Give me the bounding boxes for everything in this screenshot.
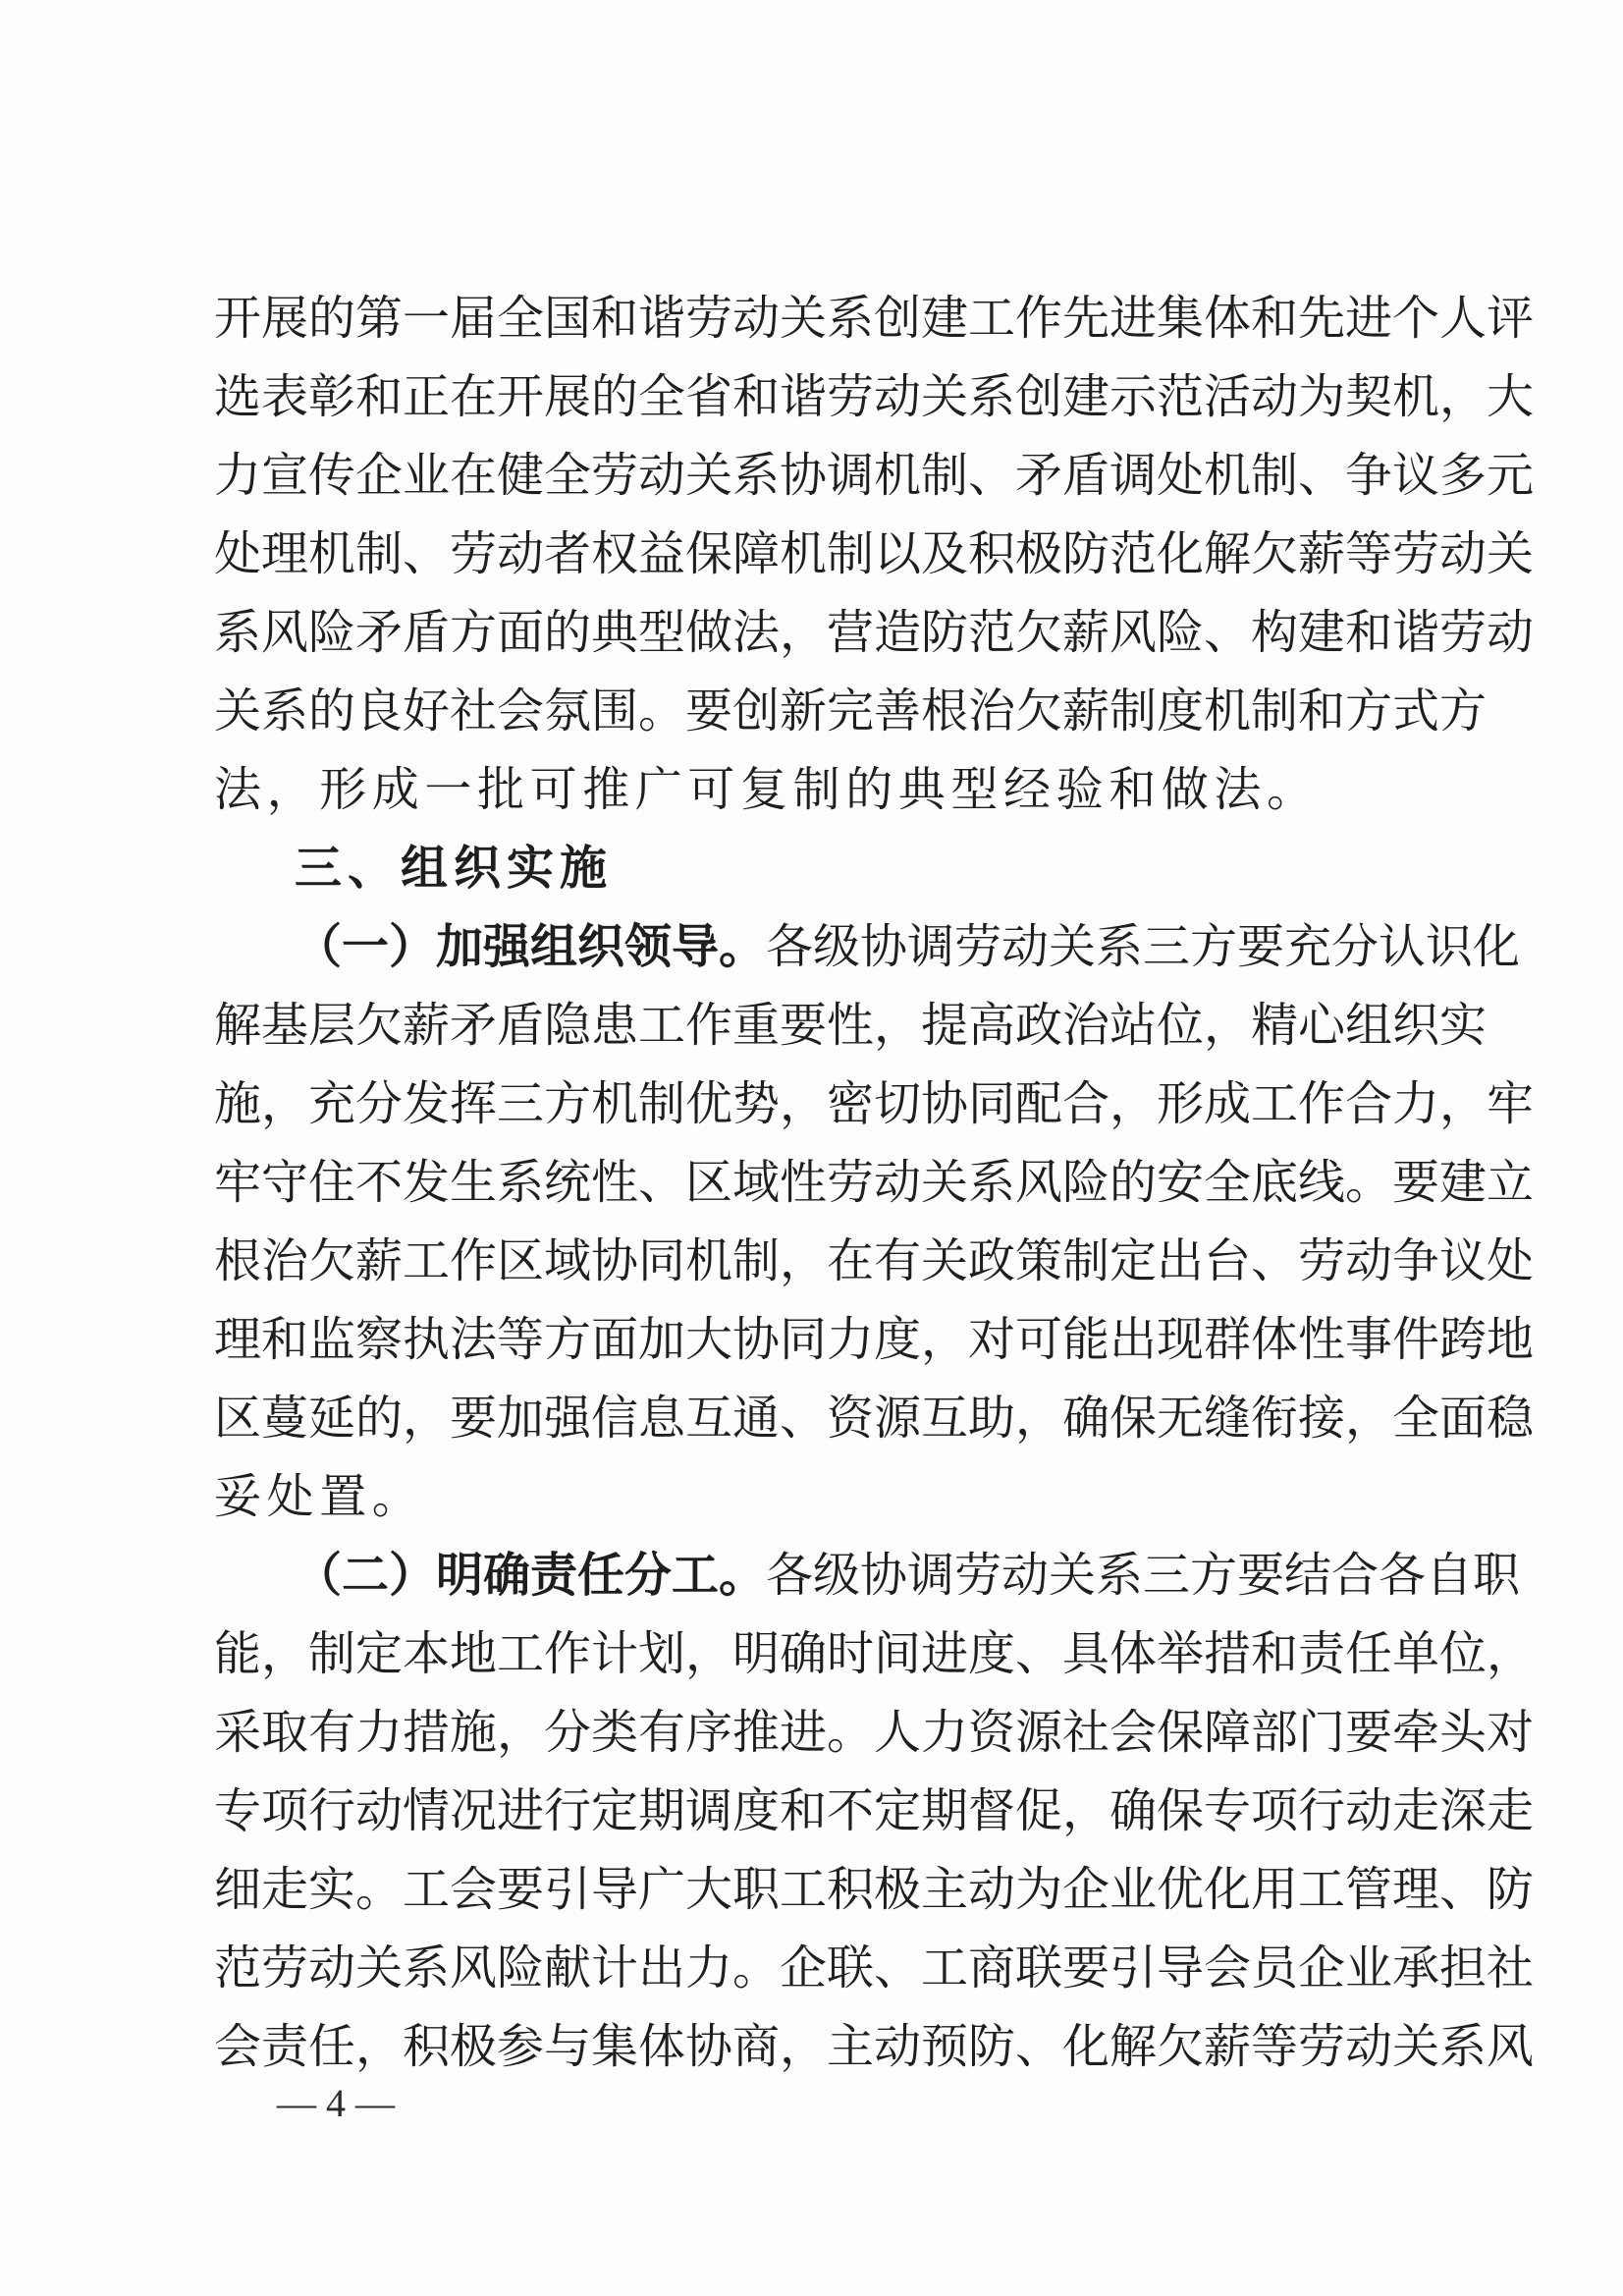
paragraph-line: 妥处置。 (214, 1469, 425, 1524)
paragraph-line: 范劳动关系风险献计出力。企联、工商联要引导会员企业承担社 (214, 1941, 1535, 1995)
paragraph-line: 牢守住不发生系统性、区域性劳动关系风险的安全底线。要建立 (214, 1155, 1535, 1210)
paragraph-line: 能，制定本地工作计划，明确时间进度、具体举措和责任单位， (214, 1626, 1535, 1681)
paragraph-line: 施，充分发挥三方机制优势，密切协同配合，形成工作合力，牢 (214, 1076, 1535, 1131)
subsection-title: （一）加强组织领导。 (295, 919, 767, 974)
section-heading: 三、组织实施 (295, 841, 614, 896)
subsection-first-line (295, 1536, 1521, 1614)
paragraph-line: 采取有力措施，分类有序推进。人力资源社会保障部门要牵头对 (214, 1705, 1535, 1760)
subsection-text: 各级协调劳动关系三方要充分认识化 (766, 919, 1521, 974)
page-number: — 4 — (277, 2081, 395, 2125)
paragraph-line: 系风险矛盾方面的典型做法，营造防范欠薪风险、构建和谐劳动 (214, 605, 1535, 660)
paragraph-line: 会责任，积极参与集体协商，主动预防、化解欠薪等劳动关系风 (214, 2019, 1535, 2074)
subsection-first-line (295, 907, 1521, 986)
subsection-title: （二）明确责任分工。 (295, 1548, 767, 1603)
paragraph-line: 开展的第一届全国和谐劳动关系创建工作先进集体和先进个人评 (214, 291, 1535, 346)
paragraph-line: 处理机制、劳动者权益保障机制以及积极防范化解欠薪等劳动关 (214, 526, 1535, 581)
paragraph-line: 力宣传企业在健全劳动关系协调机制、矛盾调处机制、争议多元 (214, 448, 1535, 503)
paragraph-line: 选表彰和正在开展的全省和谐劳动关系创建示范活动为契机，大 (214, 369, 1535, 424)
paragraph-line: 理和监察执法等方面加大协同力度，对可能出现群体性事件跨地 (214, 1312, 1535, 1367)
paragraph-line: 法，形成一批可推广可复制的典型经验和做法。 (214, 762, 1320, 817)
paragraph-line: 专项行动情况进行定期调度和不定期督促，确保专项行动走深走 (214, 1783, 1535, 1838)
paragraph-line: 细走实。工会要引导广大职工积极主动为企业优化用工管理、防 (214, 1862, 1535, 1917)
paragraph-line: 区蔓延的，要加强信息互通、资源互助，确保无缝衔接，全面稳 (214, 1391, 1535, 1446)
paragraph-line: 解基层欠薪矛盾隐患工作重要性，提高政治站位，精心组织实 (214, 998, 1488, 1053)
paragraph-line: 关系的良好社会氛围。要创新完善根治欠薪制度机制和方式方 (214, 683, 1488, 738)
paragraph-line: 根治欠薪工作区域协同机制，在有关政策制定出台、劳动争议处 (214, 1233, 1535, 1288)
subsection-text: 各级协调劳动关系三方要结合各自职 (766, 1548, 1521, 1603)
